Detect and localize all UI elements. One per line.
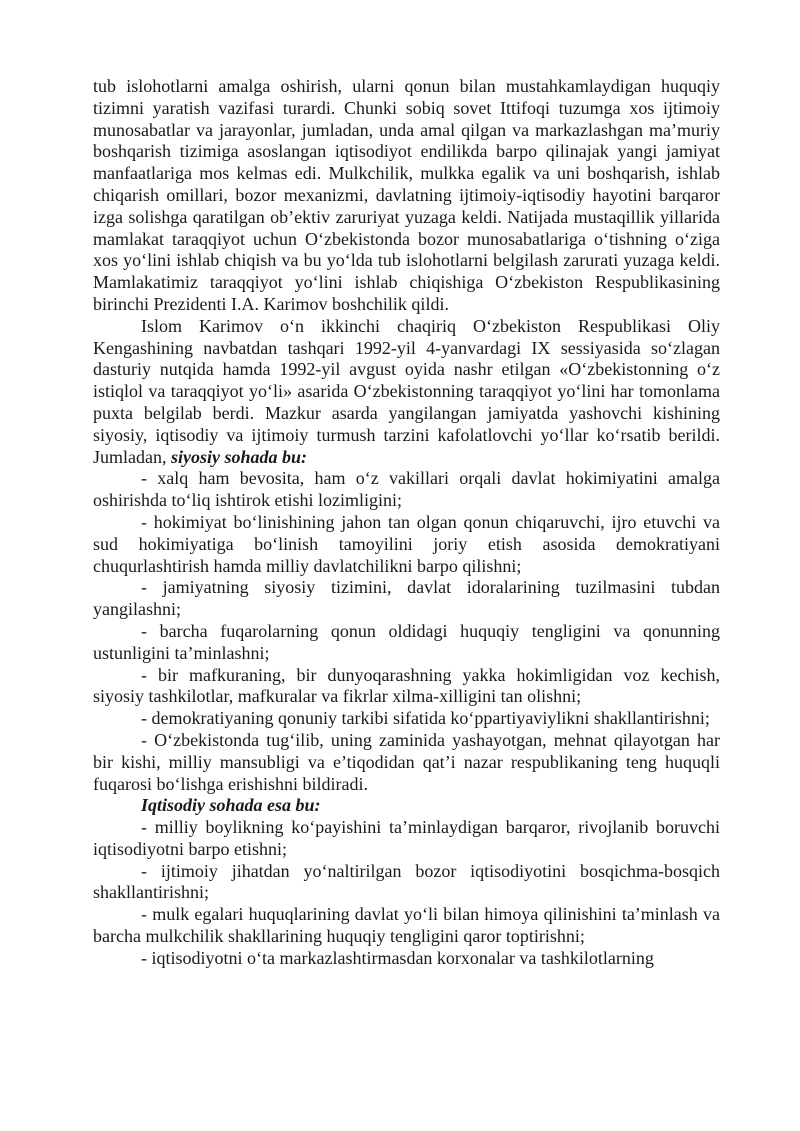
paragraph-intro: tub islohotlarni amalga oshirish, ularni qonun bilan mustahkamlaydigan huquqiy tizimni yaratish vazifasi turardi. Chunki sobiq sovet Ittifoqi tuzumga xos ijtimoiy munosabatlar va jarayonlar, jumladan, unda amal qilgan va markazlashgan ma’muriy boshqarish tizimiga asoslangan iqtisodiyot endilikda barpo qilinajak yangi jamiyat manfaatlariga mos kelmas edi. Mulkchilik, mulkka egalik va uni boshqarish, ishlab chiqarish omillari, bozor mexanizmi, davlatning ijtimoiy-iqtisodiy hayotini barqaror izga solishga qaratilgan ob’ektiv zaruriyat yuzaga keldi. Natijada mustaqillik yillarida mamlakat taraqqiyot uchun O‘zbekistonda bozor munosabatlariga o‘tishning o‘ziga xos yo‘lini ishlab chiqish va bu yo‘lda tub islohotlarni belgilash zarurati yuzaga keldi. Mamlakatimiz taraqqiyot yo‘lini ishlab chiqishiga O‘zbekiston Respublikasining birinchi Prezidenti I.A. Karimov boshchilik qildi. bbox=[93, 76, 720, 314]
economic-item: - ijtimoiy jihatdan yo‘naltirilgan bozor iqtisodiyotini bosqichma-bosqich shakllantirishni; bbox=[93, 860, 720, 903]
paragraph-karimov-text: Islom Karimov o‘n ikkinchi chaqiriq O‘zbekiston Respublikasi Oliy Kengashining navbatdan tashqari 1992-yil 4-yanvardagi IX sessiyasida so‘zlagan dasturiy nutqida hamda 1992-yil avgust oyida nashr etilgan «O‘zbekistonning o‘z istiqlol va taraqqiyot yo‘li» asarida O‘zbekistonning taraqqiyot yo‘lini har tomonlama puxta belgilab berdi. Mazkur asarda yangilangan jamiyatda yashovchi kishining siyosiy, iqtisodiy va ijtimoiy turmush tarzini kafolatlovchi yo‘llar ko‘rsatib berildi. Jumladan, bbox=[93, 315, 720, 467]
economic-item: - mulk egalari huquqlarining davlat yo‘li bilan himoya qilinishini ta’minlash va barcha mulkchilik shakllarining huquqiy tengligini qaror toptirishni; bbox=[93, 904, 720, 947]
paragraph-karimov bbox=[93, 316, 720, 469]
political-item: - O‘zbekistonda tug‘ilib, uning zaminida yashayotgan, mehnat qilayotgan har bir kishi, milliy mansubligi va e’tiqodidan qat’i nazar respublikaning teng huquqli fuqarosi bo‘lishga erishishni bildiradi. bbox=[93, 729, 720, 794]
political-item: - hokimiyat bo‘linishining jahon tan olgan qonun chiqaruvchi, ijro etuvchi va sud hokimiyatiga bo‘linish tamoyilini joriy etish asosida demokratiyani chuqurlashtirish hamda milliy davlatchilikni barpo qilishni; bbox=[93, 511, 720, 576]
political-item: - barcha fuqarolarning qonun oldidagi huquqiy tengligini va qonunning ustunligini ta’minlashni; bbox=[93, 620, 720, 663]
economic-sphere-heading: Iqtisodiy sohada esa bu: bbox=[141, 795, 321, 816]
document-page bbox=[93, 76, 720, 970]
economic-item: - milliy boylikning ko‘payishini ta’minlaydigan barqaror, rivojlanib boruvchi iqtisodiyotni barpo etishni; bbox=[93, 817, 720, 859]
political-item: - demokratiyaning qonuniy tarkibi sifatida ko‘ppartiyaviylikni shakllantirishni; bbox=[141, 708, 710, 729]
political-item: - bir mafkuraning, bir dunyoqarashning yakka hokimligidan voz kechish, siyosiy tashkilotlar, mafkuralar va fikrlar xilma-xilligini tan olishni; bbox=[93, 664, 720, 707]
political-sphere-emphasis: siyosiy sohada bu: bbox=[171, 446, 308, 467]
political-item: - jamiyatning siyosiy tizimini, davlat idoralarining tuzilmasini tubdan yangilashni; bbox=[93, 577, 720, 620]
political-item: - xalq ham bevosita, ham o‘z vakillari orqali davlat hokimiyatini amalga oshirishda to‘liq ishtirok etishi lozimligini; bbox=[93, 468, 720, 511]
economic-item: - iqtisodiyotni o‘ta markazlashtirmasdan korxonalar va tashkilotlarning bbox=[141, 947, 654, 968]
